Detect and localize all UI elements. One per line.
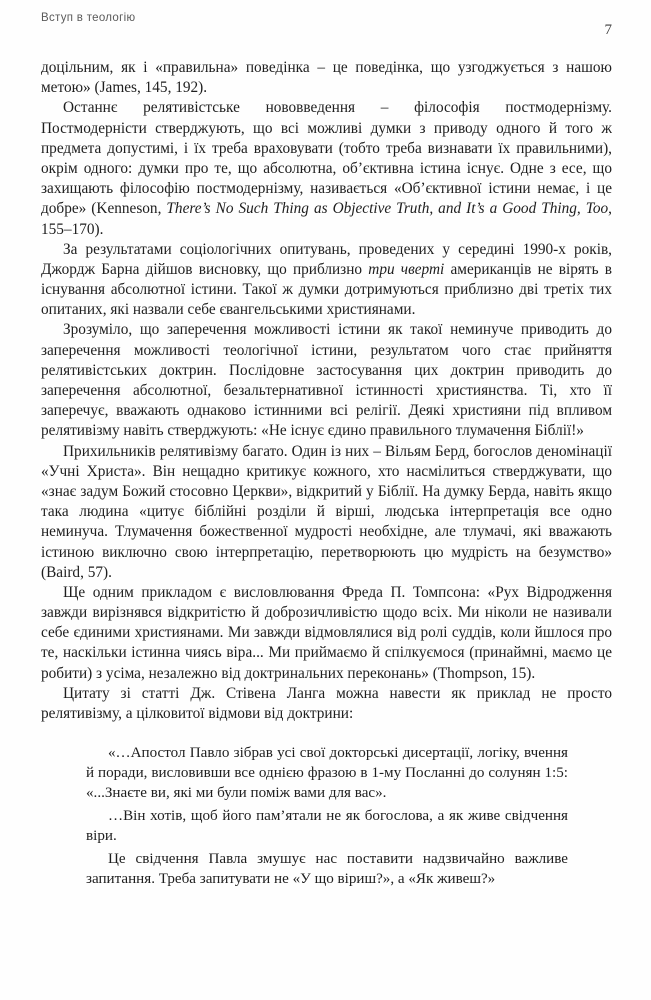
quote-paragraph <box>86 744 568 804</box>
text-run: Останнє релятивістське нововведення – філософія постмодернізму. Постмодерністи стверджують, що всі можливі думки з приводу одного й того ж предмета допустимі, і їх треба враховувати (тобто треба визнавати їх правильними), окрім одного: думки про те, що абсолютна, об’єктивна істина існує. Одне з есе, що захищають філософію постмодернізму, називається «Об’єктивної істини немає, і це добре» (Kenneson, <box>41 99 612 218</box>
text-run: Цитату зі статті Дж. Стівена Ланга можна навести як приклад не просто релятивізму, а цілковитої відмови від доктрини: <box>41 684 612 722</box>
text-run: «…Апостол Павло зібрав усі свої докторські дисертації, логіку, вчення й поради, висловивши все однією фразою в 1-му Посланні до солунян 1:5: «...Знаєте ви, які ми були поміж вами для вас». <box>86 745 568 802</box>
text-run: …Він хотів, щоб його пам’ятали не як богослова, а як живе свідчення віри. <box>86 807 568 844</box>
paragraph <box>41 240 612 321</box>
text-run: Прихильників релятивізму багато. Один із них – Вільям Берд, богослов деномінації «Учні Христа». Він нещадно критикує кожного, хто насмілиться стверджувати, що «знає задум Божий стосовно Церкви», відкритий у Біблії. На думку Берда, навіть якщо така людина «цитує біблійні розділи й вірші, людська інтерпретація все одно неминуча. Тлумачення божественної мудрості необхідне, але тлумачі, які вважають істиною виключно свою інтерпретацію, перетворюють цю мудрість на безумство» (Baird, 57). <box>41 442 612 581</box>
paragraph <box>41 583 612 684</box>
page-number: 7 <box>604 22 612 38</box>
running-title: Вступ в теологію <box>41 12 136 24</box>
paragraph <box>41 58 612 98</box>
quote-paragraph <box>86 807 568 847</box>
paragraph <box>41 98 612 239</box>
text-run: Зрозуміло, що заперечення можливості істини як такої неминуче приводить до заперечення можливості теологічної істини, результатом чого стає прийняття релятивістських доктрин. Послідовне застосування цих доктрин приводить до заперечення абсолютної, безальтернативної істинності християнства. Ті, хто її заперечує, вважають однаково істинними всі релігії. Деякі християни під впливом релятивізму навіть стверджують: «Не існує єдино правильного тлумачення Біблії!» <box>41 321 612 440</box>
text-run: За результатами соціологічних опитувань, проведених у середині 1990-х років, Джордж Барна дійшов висновку, що приблизно <box>41 240 612 278</box>
page-body <box>41 58 612 890</box>
italic-text-run: три чверті <box>368 260 445 278</box>
text-run: Ще одним прикладом є висловлювання Фреда П. Томпсона: «Рух Відродження завжди вирізнявся відкритістю й доброзичливістю щодо всіх. Ми ніколи не називали себе єдиними християнами. Ми завжди відмовлялися від ролі суддів, коли йшлося про те, наскільки істинна чиясь віра... Ми приймаємо й спілкуємося (принаймні, маємо це робити) з усіма, незалежно від доктринальних переконань» (Thompson, 15). <box>41 583 612 682</box>
paragraph <box>41 320 612 441</box>
text-run: американців не вірять в існування абсолютної істини. Такої ж думки дотримуються приблизно дві третіх тих опитаних, які назвали себе євангельськими християнами. <box>41 260 613 319</box>
page-header <box>41 10 612 44</box>
quote-paragraph <box>86 850 568 890</box>
text-run: Це свідчення Павла змушує нас поставити надзвичайно важливе запитання. Треба запитувати не «У що віриш?», а «Як живеш?» <box>86 850 568 887</box>
text-run: доцільним, як і «правильна» поведінка – це поведінка, що узгоджується з нашою метою» (James, 145, 192). <box>41 59 612 97</box>
italic-text-run: There’s No Such Thing as Objective Truth, and It’s a Good Thing, Too <box>166 200 609 218</box>
text-run: , 155–170). <box>41 200 612 238</box>
paragraph <box>41 442 612 583</box>
paragraph <box>41 684 612 724</box>
